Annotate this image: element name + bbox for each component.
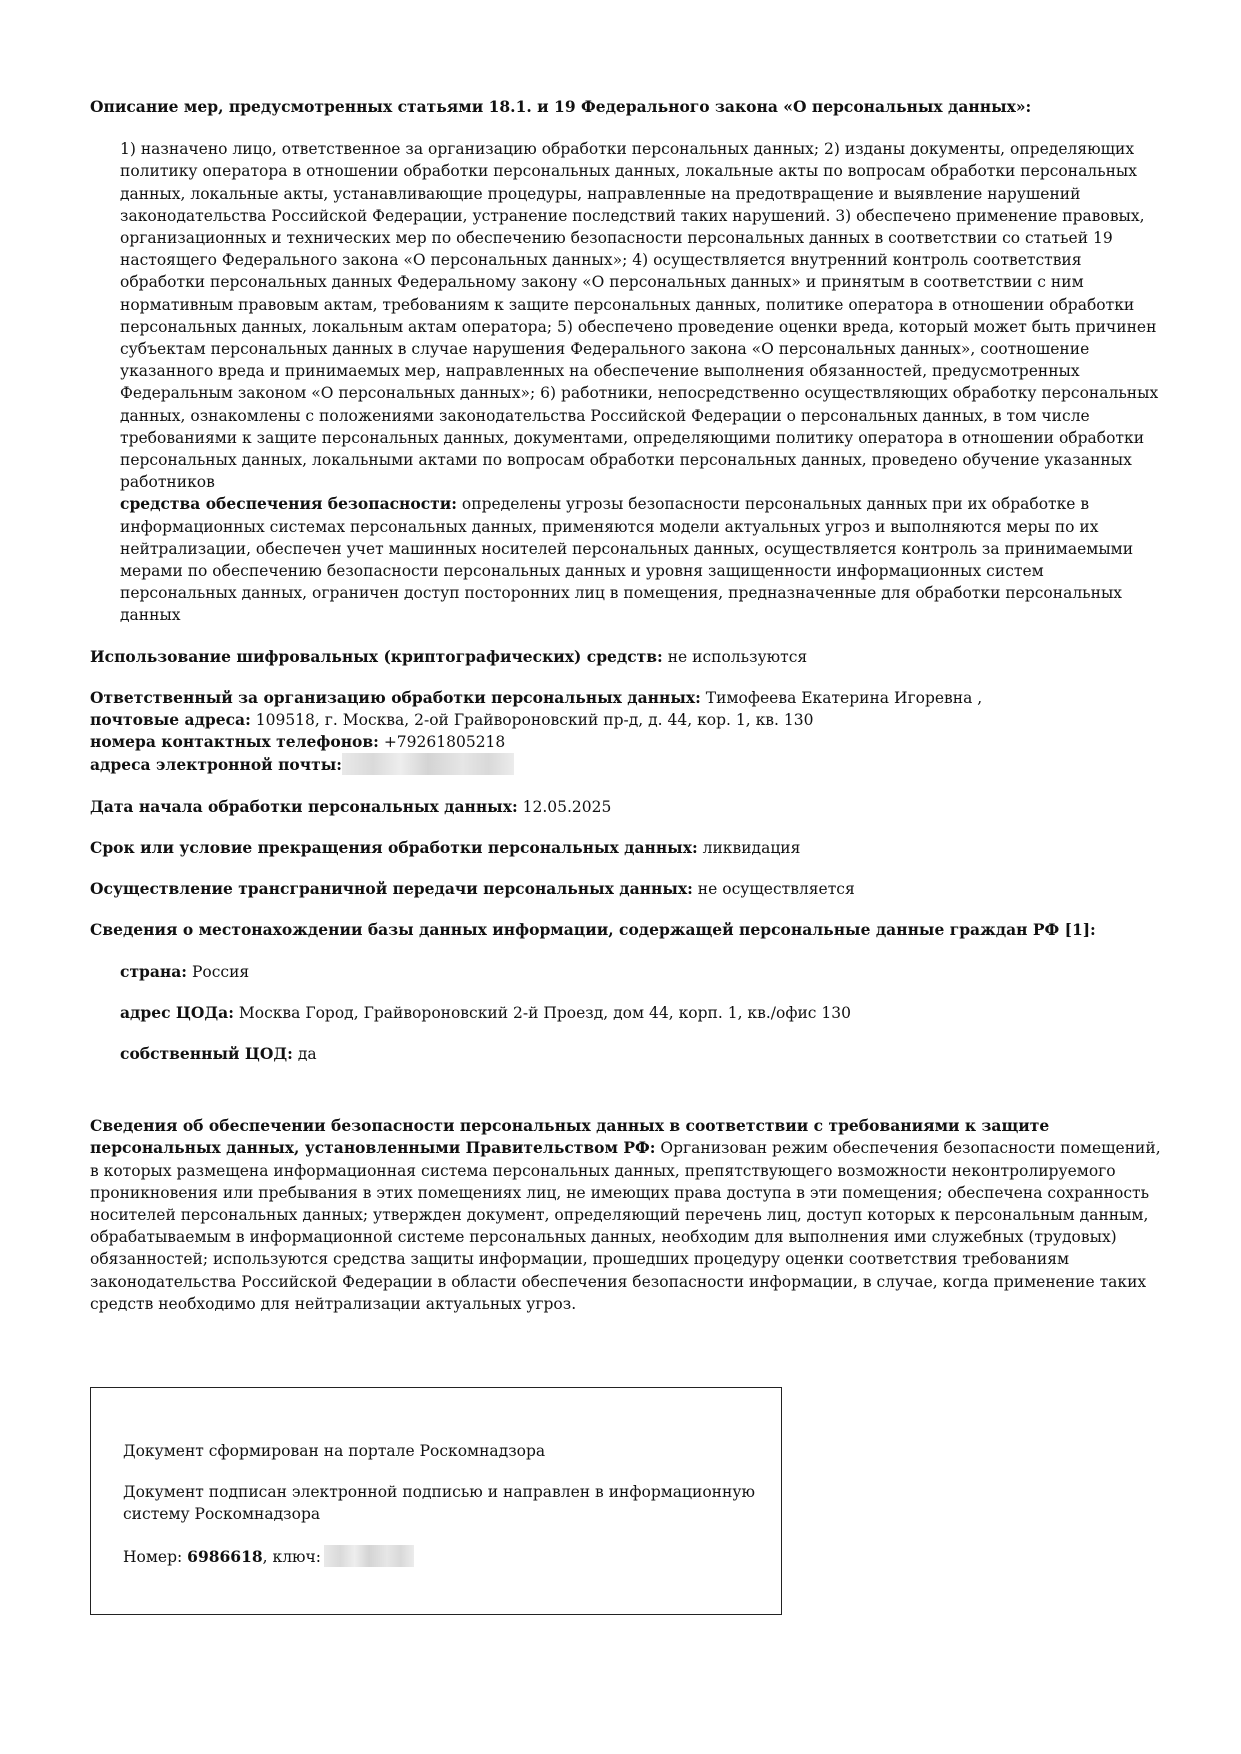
own-dc-value: да [292,1044,317,1063]
email-redacted [342,753,514,775]
responsible-label: Ответственный за организацию обработки персональных данных: [90,687,701,707]
dc-address-line [120,1002,1165,1024]
postal-line [90,709,1165,731]
postal-label: почтовые адреса: [90,710,251,730]
responsible-value: Тимофеева Екатерина Игоревна , [700,688,983,707]
crossborder-value: не осуществляется [692,880,855,899]
protection-text: Организован режим обеспечения безопасности помещений, в которых размещена информационная система персональных данных, препятствующего возможности неконтролируемого проникновения или пребывания в этих помещениях лиц, не имеющих права доступа в эти помещения; обеспечена сохранность носителей персональных данных; утвержден документ, определяющий перечень лиц, доступ которых к персональным данным, обрабатываемым в информационной системе персональных данных, необходим для выполнения ими служебных (трудовых) обязанностей; используются средства защиты информации, прошедших процедуру оценки соответствия требованиям законодательства Российской Федерации в области обеспечения безопасности информации, в случае, когда применение таких средств необходимо для нейтрализации актуальных угроз. [90,1139,1161,1313]
security-label: средства обеспечения безопасности: [120,494,457,514]
dc-address-label: адрес ЦОДа: [120,1002,234,1022]
crypto-value: не используются [662,647,808,666]
country-value: Россия [187,962,250,981]
stamp-line-signed: Документ подписан электронной подписью и направлен в информационную систему Роскомнадзора [123,1483,755,1524]
measures-block [90,138,1165,626]
phone-value: +79261805218 [378,733,506,752]
termination-line [90,837,1165,859]
signature-stamp [90,1387,782,1615]
stamp-number-line [123,1545,763,1568]
start-date-line [90,796,1165,818]
crypto-line [90,646,1165,668]
start-date-value: 12.05.2025 [517,797,612,816]
responsible-line [90,687,1165,709]
email-line [90,753,1165,776]
own-dc-line [120,1043,1165,1065]
stamp-number-label: Номер: [123,1547,188,1566]
start-date-label: Дата начала обработки персональных данных: [90,796,518,816]
crypto-label: Использование шифровальных (криптографических) средств: [90,646,663,666]
phone-line [90,731,1165,753]
stamp-key-redacted [324,1545,414,1567]
stamp-content [123,1440,763,1568]
database-details [90,961,1165,1066]
termination-value: ликвидация [697,838,801,857]
protection-paragraph [90,1115,1165,1315]
country-label: страна: [120,961,188,981]
dc-address-value: Москва Город, Грайвороновский 2-й Проезд, дом 44, корп. 1, кв./офис 130 [233,1003,851,1022]
security-means [120,493,1165,626]
email-label: адреса электронной почты: [90,755,342,775]
document-page [90,96,1165,1315]
responsible-block [90,687,1165,777]
database-heading: Сведения о местонахождении базы данных информации, содержащей персональные данные граждан РФ [1]: [90,920,1096,940]
protection-label: Сведения об обеспечении безопасности персональных данных в соответствии с требованиями к защите персональных данных, установленными Правительством РФ: [90,1116,1050,1158]
termination-label: Срок или условие прекращения обработки персональных данных: [90,837,698,857]
stamp-number-value: 6986618 [187,1546,263,1566]
country-line [120,961,1165,983]
measures-text: 1) назначено лицо, ответственное за организацию обработки персональных данных; 2) изданы документы, определяющих политику оператора в отношении обработки персональных данных, локальные акты по вопросам обработки персональных данных, локальные акты, устанавливающие процедуры, направленные на предотвращение и выявление нарушений законодательства Российской Федерации, устранение последствий таких нарушений. 3) обеспечено применение правовых, организационных и технических мер по обеспечению безопасности персональных данных в соответствии со статьей 19 настоящего Федерального закона «О персональных данных»; 4) осуществляется внутренний контроль соответствия обработки персональных данных Федеральному закону «О персональных данных» и принятым в соответствии с ним нормативным правовым актам, требованиям к защите персональных данных, политике оператора в отношении обработки персональных данных, локальным актам оператора; 5) обеспечено проведение оценки вреда, который может быть причинен субъектам персональных данных в случае нарушения Федерального закона «О персональных данных», соотношение указанного вреда и принимаемых мер, направленных на обеспечение выполнения обязанностей, предусмотренных Федеральным законом «О персональных данных»; 6) работники, непосредственно осуществляющих обработку персональных данных, ознакомлены с положениями законодательства Российской Федерации о персональных данных, в том числе требованиями к защите персональных данных, документами, определяющими политику оператора в отношении обработки персональных данных, локальными актами по вопросам обработки персональных данных, проведено обучение указанных работников [120,140,1159,492]
own-dc-label: собственный ЦОД: [120,1043,293,1063]
crossborder-label: Осуществление трансграничной передачи персональных данных: [90,879,693,899]
stamp-line-portal: Документ сформирован на портале Роскомнадзора [123,1442,546,1460]
crossborder-line [90,878,1165,900]
phone-label: номера контактных телефонов: [90,732,379,752]
security-text: определены угрозы безопасности персональных данных при их обработке в информационных системах персональных данных, применяются модели актуальных угроз и выполняются меры по их нейтрализации, обеспечен учет машинных носителей персональных данных, осуществляется контроль за принимаемыми мерами по обеспечению безопасности персональных данных и уровня защищенности информационных систем персональных данных, ограничен доступ посторонних лиц в помещения, предназначенные для обработки персональных данных [120,495,1134,625]
stamp-key-label: , ключ: [262,1547,322,1566]
postal-value: 109518, г. Москва, 2-ой Грайвороновский пр-д, д. 44, кор. 1, кв. 130 [250,711,814,730]
measures-heading: Описание мер, предусмотренных статьями 18.1. и 19 Федерального закона «О персональных данных»: [90,97,1032,116]
